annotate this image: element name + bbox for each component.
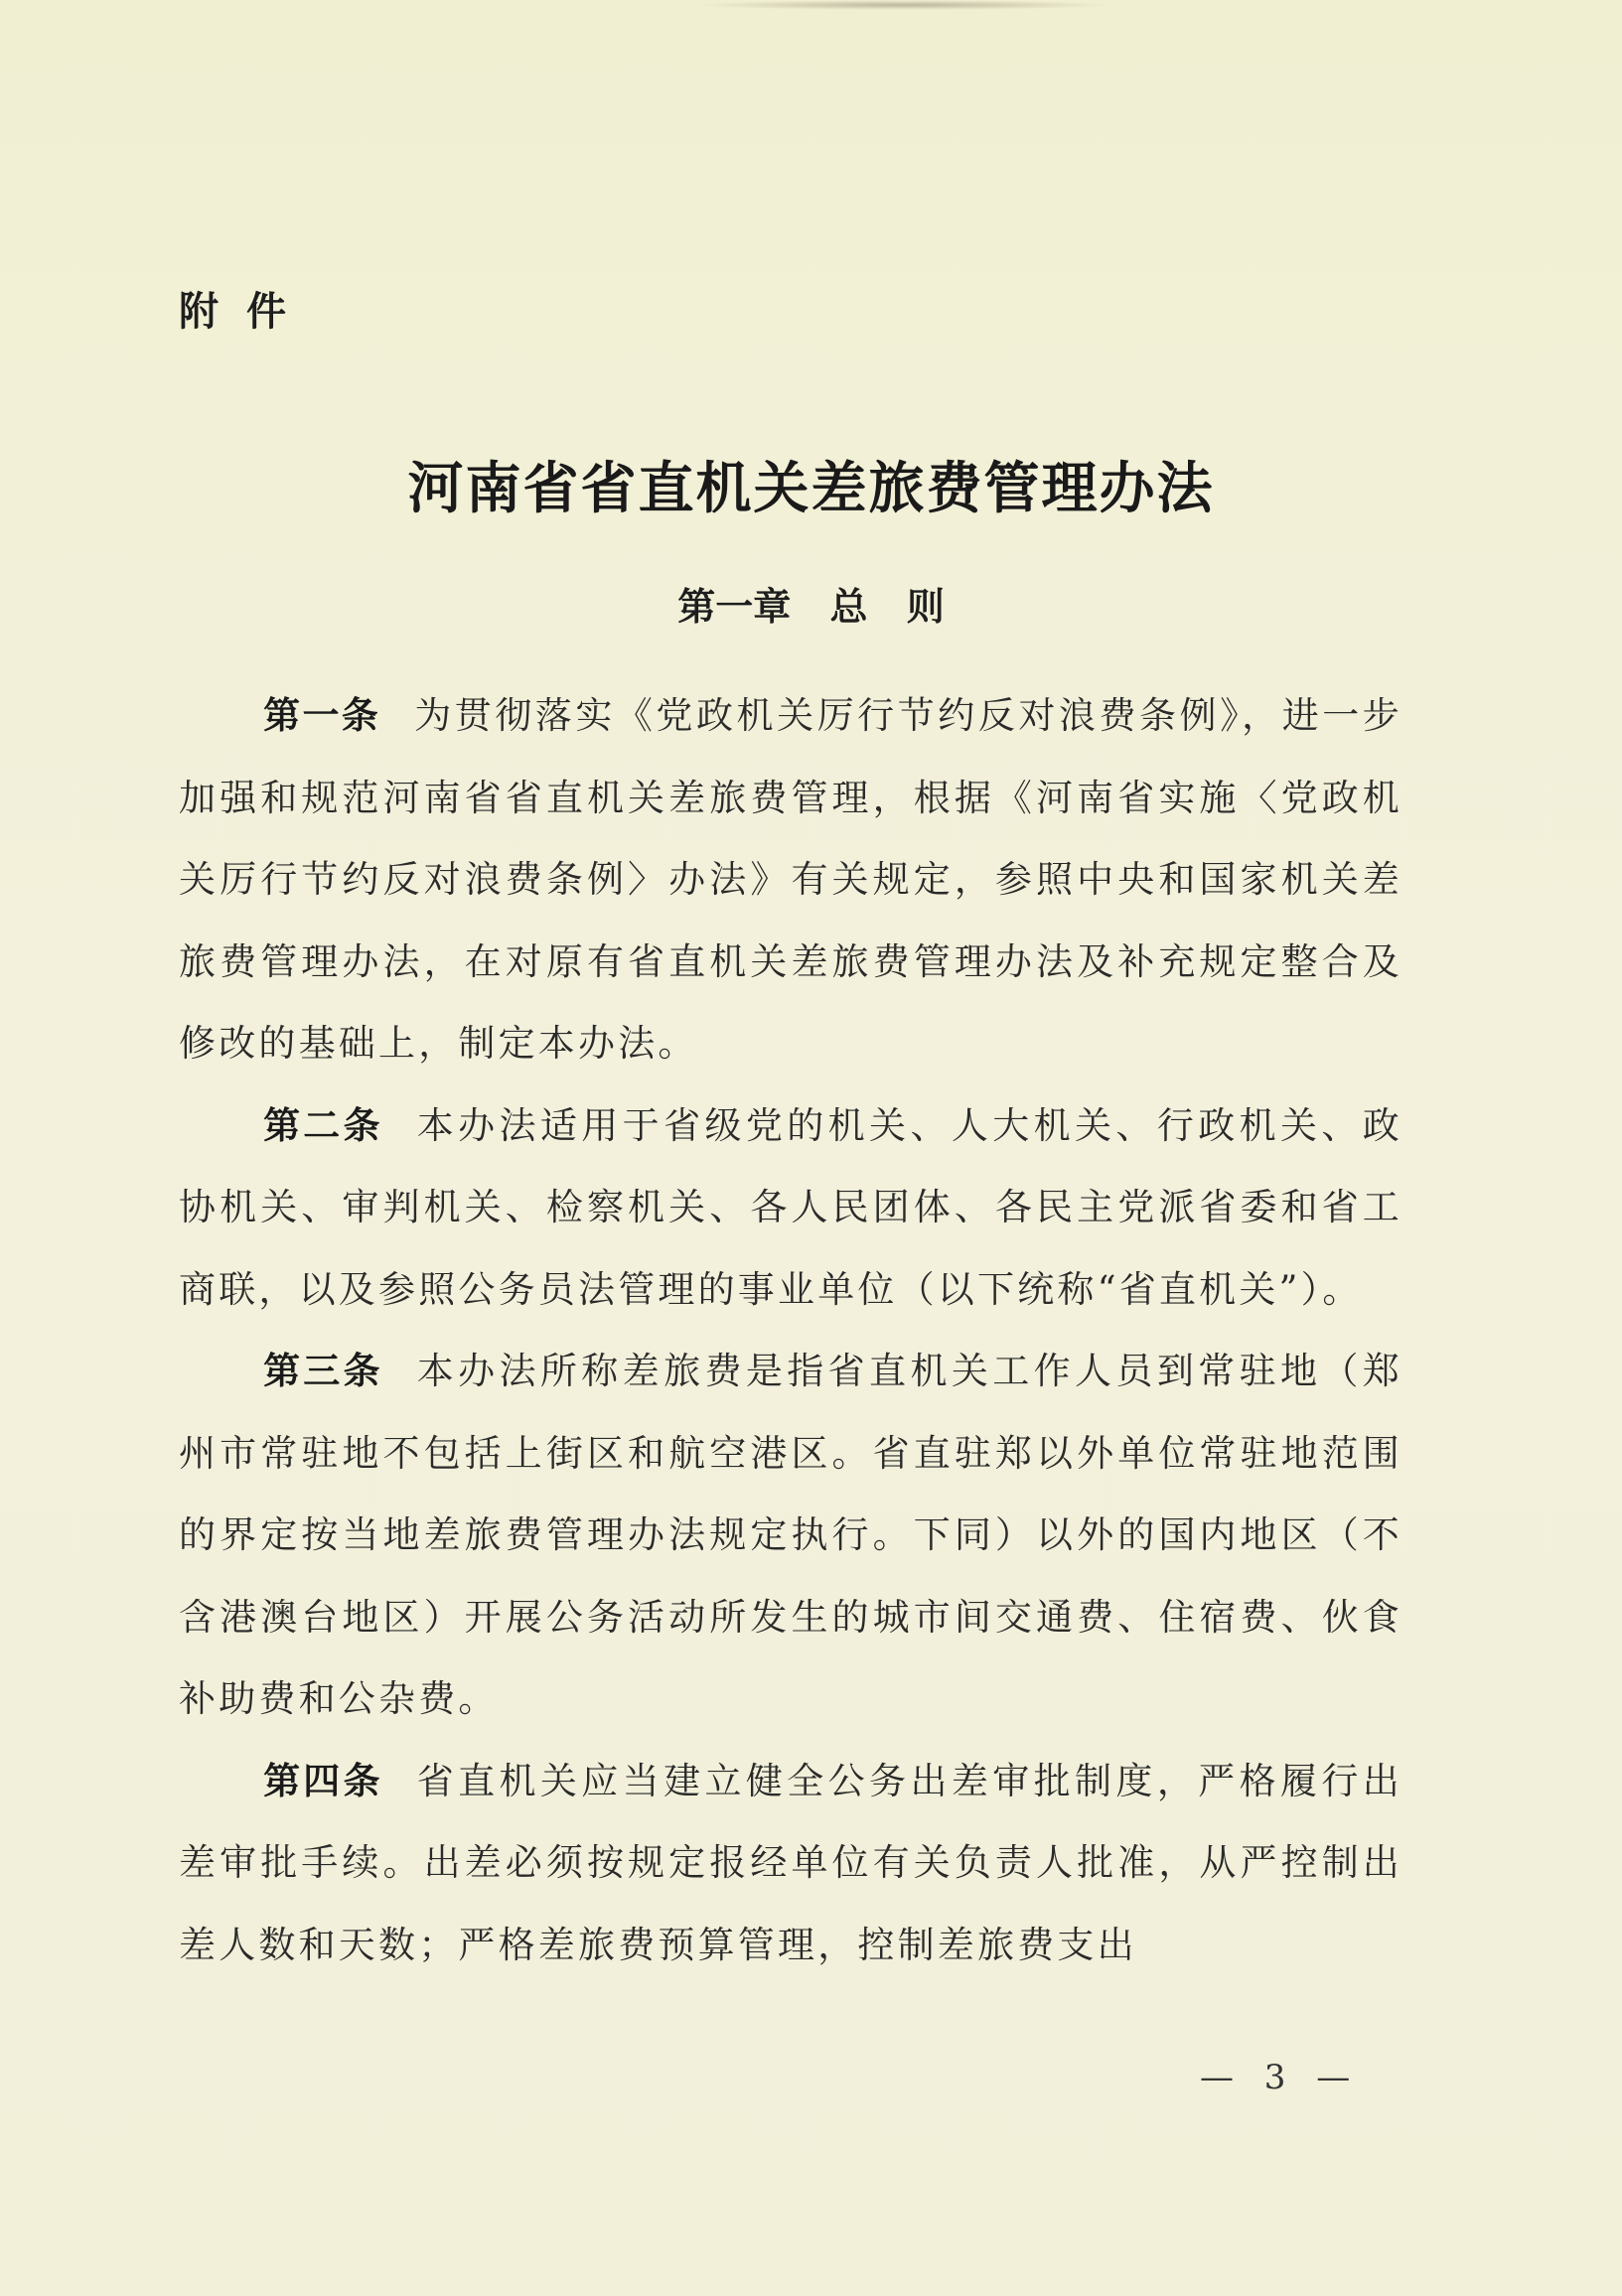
article-text: 省直机关应当建立健全公务出差审批制度，严格履行出差审批手续。出差必须按规定报经单位有关负责人批准，从严控制出差人数和天数；严格差旅费预算管理，控制差旅费支出 xyxy=(179,1759,1402,1966)
article-text: 本办法所称差旅费是指省直机关工作人员到常驻地（郑州市常驻地不包括上街区和航空港区。省直驻郑以外单位常驻地范围的界定按当地差旅费管理办法规定执行。下同）以外的国内地区（不含港澳台地区）开展公务活动所发生的城市间交通费、住宿费、伙食补助费和公杂费。 xyxy=(179,1350,1402,1720)
article-label: 第二条 xyxy=(263,1103,383,1147)
document-body xyxy=(179,675,1402,1986)
article-text: 为贯彻落实《党政机关厉行节约反对浪费条例》，进一步加强和规范河南省省直机关差旅费管理，根据《河南省实施〈党政机关厉行节约反对浪费条例〉办法》有关规定，参照中央和国家机关差旅费管理办法，在对原有省直机关差旅费管理办法及补充规定整合及修改的基础上，制定本办法。 xyxy=(179,694,1403,1065)
page-number: — 3 — xyxy=(1200,2058,1361,2097)
article-4 xyxy=(179,1741,1402,1987)
article-text: 本办法适用于省级党的机关、人大机关、行政机关、政协机关、审判机关、检察机关、各人民团体、各民主党派省委和省工商联，以及参照公务员法管理的事业单位（以下统称“省直机关”）。 xyxy=(179,1103,1402,1311)
chapter-title: 第一章 总 则 xyxy=(677,585,945,629)
article-label: 第一条 xyxy=(263,694,381,737)
article-1 xyxy=(179,675,1402,1085)
article-3 xyxy=(179,1331,1402,1741)
article-2 xyxy=(179,1085,1402,1332)
article-label: 第四条 xyxy=(263,1759,383,1802)
document-title: 河南省省直机关差旅费管理办法 xyxy=(407,456,1215,521)
attachment-label: 附件 xyxy=(179,289,314,335)
article-label: 第三条 xyxy=(263,1350,383,1392)
scan-edge-shadow xyxy=(695,0,1112,10)
